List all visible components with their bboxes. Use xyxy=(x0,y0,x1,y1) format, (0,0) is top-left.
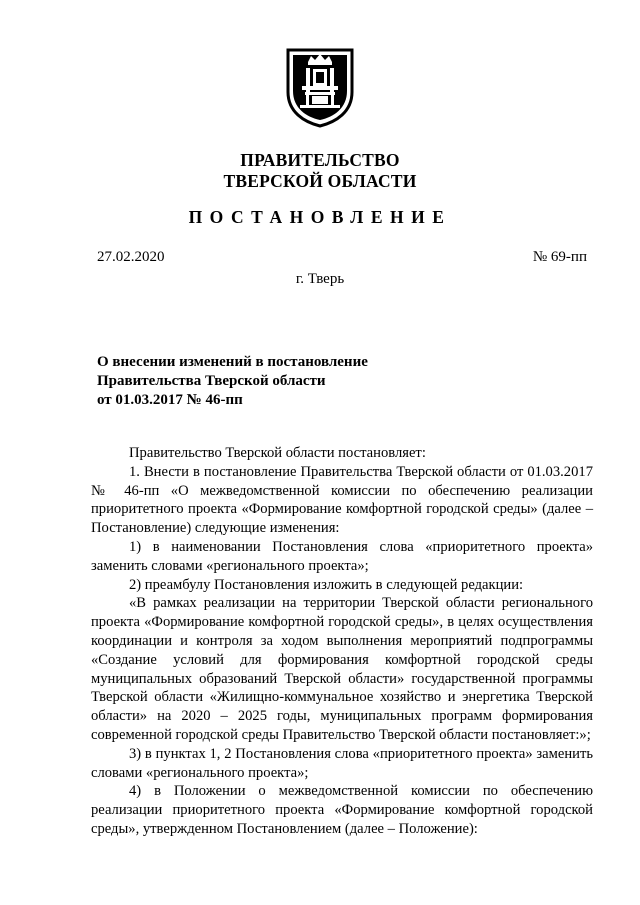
document-date: 27.02.2020 xyxy=(97,249,165,265)
body-paragraph: 3) в пунктах 1, 2 Постановления слова «приоритетного проекта» заменить словами «регионального проекта»; xyxy=(91,745,593,781)
document-type: ПОСТАНОВЛЕНИЕ xyxy=(188,207,452,227)
body-paragraph: 4) в Положении о межведомственной комиссии по обеспечению реализации приоритетного проекта «Формирование комфортной городской среды», утвержденном Постановлением (далее – Положение): xyxy=(91,783,593,837)
body-paragraph: Правительство Тверской области постановляет: xyxy=(129,445,426,461)
document-body xyxy=(91,444,593,839)
body-paragraph: «В рамках реализации на территории Тверской области регионального проекта «Формирование комфортной городской среды», в целях осуществления координации и контроля за ходом выполнения мероприятий подпрограммы «Создание условий для формирования комфортной городской среды муниципальных образований Тверской области» государственной программы Тверской области «Жилищно-коммунальное хозяйство и энергетика Тверской области» на 2020 – 2025 годы, муниципальных программ формирования современной городской среды Правительство Тверской области постановляет:»; xyxy=(91,595,593,743)
document-number: № 69-пп xyxy=(532,249,587,265)
body-paragraph: 1) в наименовании Постановления слова «приоритетного проекта» заменить словами «регионального проекта»; xyxy=(91,538,593,574)
document-city: г. Тверь xyxy=(295,271,345,287)
body-paragraph: 2) преамбулу Постановления изложить в следующей редакции: xyxy=(129,576,524,593)
org-name-line1: ПРАВИТЕЛЬСТВО xyxy=(240,150,400,170)
document-subject xyxy=(97,353,368,410)
body-paragraph: 1. Внести в постановление Правительства Тверской области от 01.03.2017 № 46-пп «О межведомственной комиссии по обеспечению реализации приоритетного проекта «Формирование комфортной городской среды» (далее – Постановление) следующие изменения: xyxy=(91,463,593,537)
subject-line: О внесении изменений в постановление xyxy=(97,354,368,370)
org-name-line2: ТВЕРСКОЙ ОБЛАСТИ xyxy=(223,171,417,191)
coat-of-arms-emblem xyxy=(284,46,356,128)
subject-line: от 01.03.2017 № 46-пп xyxy=(97,392,243,408)
subject-line: Правительства Тверской области xyxy=(97,373,326,389)
